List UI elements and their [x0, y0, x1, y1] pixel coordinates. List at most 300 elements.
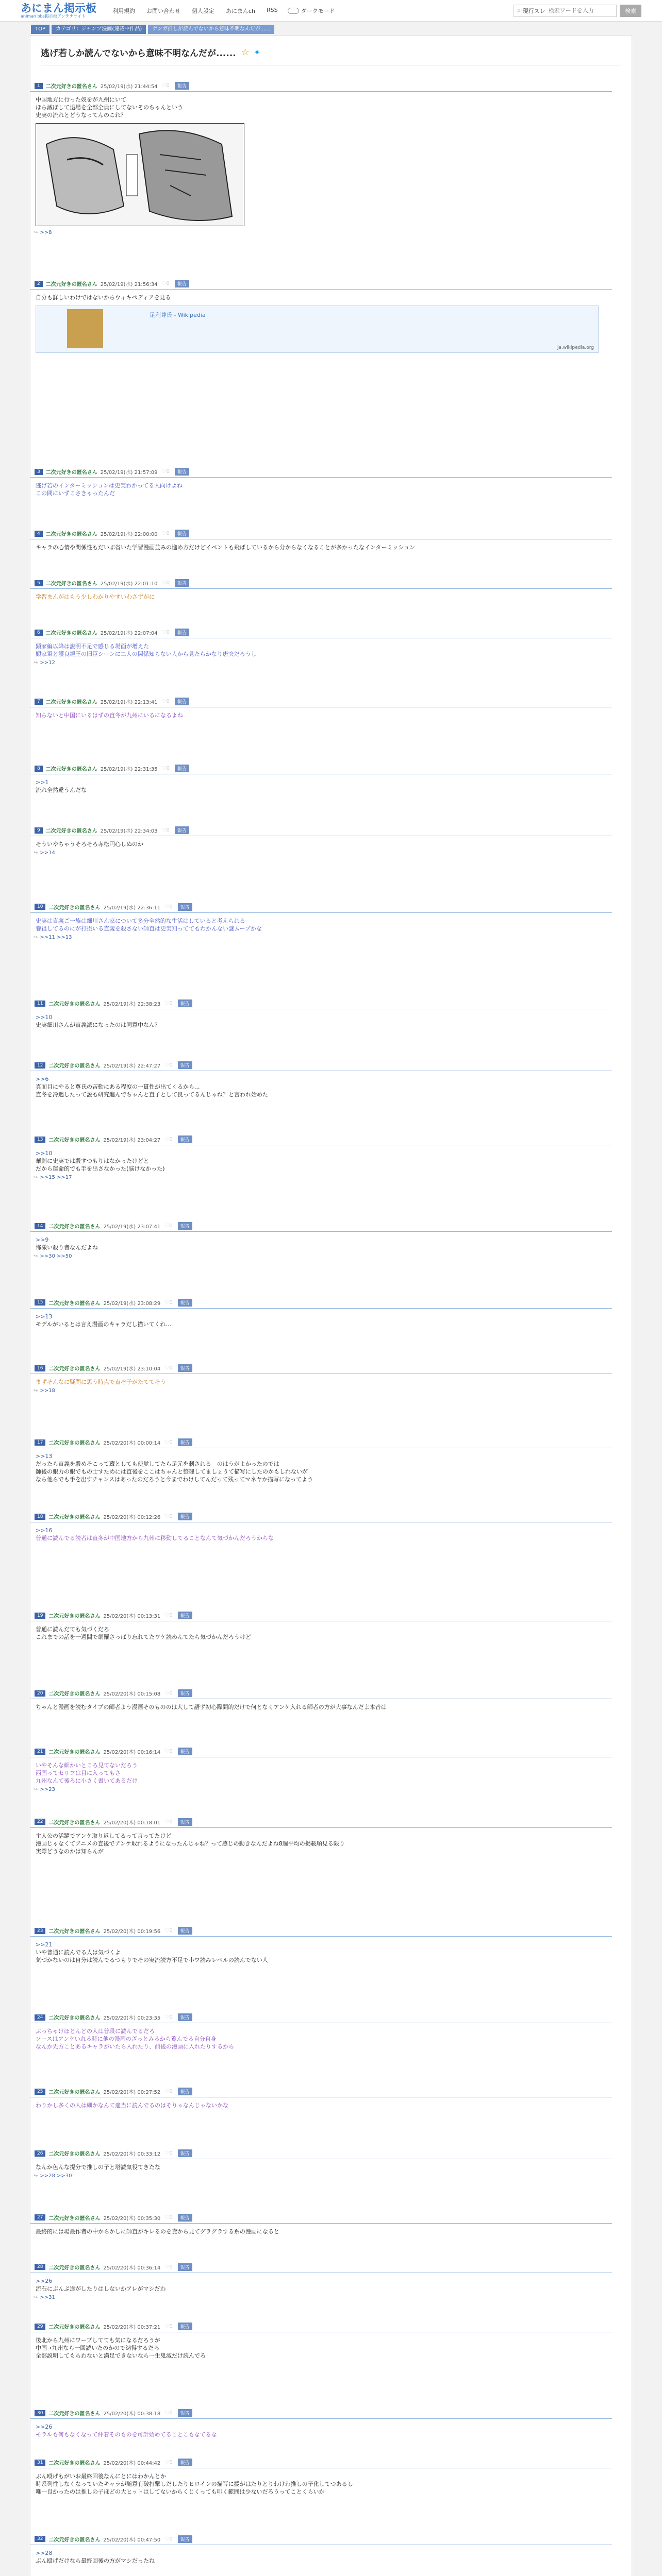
post-line: 自分も詳しいわけではないからウィキペディアを見る: [36, 294, 171, 301]
reply-links[interactable]: [34, 935, 72, 940]
post-date: 25/02/19(水) 21:44:54: [100, 84, 158, 90]
like-heart-icon[interactable]: ♡0: [164, 2460, 173, 2465]
post-header: [30, 2457, 612, 2468]
poster-name: 二次元好きの匿名さん: [45, 470, 97, 476]
post-date: 25/02/20(木) 00:35:30: [103, 2215, 161, 2222]
post-date: 25/02/19(水) 23:10:04: [103, 1366, 161, 1372]
post-line: この間にいずこさきゃったんだ: [36, 490, 115, 497]
post-line: 養祖してるのにが打摂いる直義を殺さない師直は史実知っててもわかんない謎ムーブかな: [36, 925, 262, 932]
poster-name: 二次元好きの匿名さん: [48, 2265, 101, 2271]
poster-name: 二次元好きの匿名さん: [48, 1929, 101, 1935]
search-input[interactable]: [549, 7, 605, 14]
post-header: [30, 1363, 612, 1374]
post-number[interactable]: 31: [35, 2460, 45, 2466]
post-line: なんか先方ことあるキャラがいたら入れたり、前後の漫画に入れたりするから: [36, 2043, 234, 2050]
post-line: 顕家軍と護良親王の旧臣シーンに二人の関係知らない人から見たらかなり唐突だろうし: [36, 651, 257, 657]
post-body: [30, 2468, 612, 2496]
reply-links[interactable]: [34, 1388, 55, 1394]
site-logo[interactable]: [21, 3, 96, 19]
manga-panel-image[interactable]: [36, 123, 244, 226]
post-line: 史実の流れとどうなってんのこれ？: [36, 112, 126, 119]
post-line[interactable]: >>21: [36, 1941, 53, 1948]
reply-arrow-icon: ↪: [34, 850, 38, 856]
like-heart-icon[interactable]: ♡0: [164, 2089, 173, 2094]
poster-name: 二次元好きの匿名さん: [45, 700, 97, 706]
reply-anchor[interactable]: >>28 >>30: [40, 2173, 72, 2179]
report-button[interactable]: 報告: [178, 2535, 192, 2543]
post-number[interactable]: 5: [35, 580, 43, 586]
post-header: [30, 763, 612, 774]
post-number[interactable]: 6: [35, 630, 43, 636]
report-button[interactable]: 報告: [175, 468, 189, 476]
post-header: [30, 1297, 612, 1309]
post-body: [30, 589, 612, 601]
post-line[interactable]: >>6: [36, 1076, 49, 1082]
post-number[interactable]: 27: [35, 2214, 45, 2221]
reply-anchor[interactable]: >>8: [40, 230, 52, 236]
post-line[interactable]: >>9: [36, 1236, 49, 1243]
reply-anchor[interactable]: >>30 >>50: [40, 1253, 72, 1259]
post-header: [30, 528, 612, 539]
post-line: 主人公の活躍でアンケ取り返してるって言ってたけど: [36, 1832, 172, 1839]
post: [30, 2321, 612, 2360]
like-heart-icon[interactable]: ♡0: [164, 1001, 173, 1006]
post-date: 25/02/20(木) 00:37:21: [103, 2325, 161, 2330]
reply-anchor[interactable]: >>23: [40, 1787, 55, 1792]
like-heart-icon[interactable]: ♡0: [164, 1613, 173, 1618]
link-preview-title[interactable]: 足利尊氏 - Wikipedia: [150, 312, 206, 319]
post-number[interactable]: 30: [35, 2410, 45, 2416]
report-button[interactable]: 報告: [178, 2459, 192, 2466]
like-heart-icon[interactable]: ♡0: [164, 2014, 173, 2020]
like-heart-icon[interactable]: ♡0: [164, 2214, 173, 2221]
search-scope-select[interactable]: 現行スレ: [522, 7, 545, 14]
post-line: モデルがいるとは言え漫画のキャラだし描いてくれ...: [36, 1320, 171, 1328]
like-heart-icon[interactable]: ♡0: [164, 1514, 173, 1519]
reply-arrow-icon: ↪: [34, 1388, 38, 1394]
report-button[interactable]: 報告: [178, 1364, 192, 1372]
post-date: 25/02/19(水) 21:57:09: [100, 470, 158, 476]
poster-name: 二次元好きの匿名さん: [48, 1440, 101, 1446]
poster-name: 二次元好きの匿名さん: [48, 905, 101, 911]
like-heart-icon[interactable]: ♡0: [164, 1439, 173, 1445]
breadcrumb-category[interactable]: カテゴリ：ジャンプ漫画(連載中作品): [52, 25, 146, 34]
post: [30, 1221, 612, 1259]
report-button[interactable]: 報告: [178, 1438, 192, 1446]
reply-anchor[interactable]: >>14: [40, 850, 55, 856]
post-line: ほら滅ぼして退場を全部全員にしてないそのちゃんという: [36, 104, 183, 111]
post-body: [30, 1232, 612, 1251]
report-button[interactable]: 報告: [178, 1061, 192, 1069]
report-button[interactable]: 報告: [178, 2149, 192, 2157]
like-heart-icon[interactable]: ♡0: [164, 2410, 173, 2416]
like-heart-icon[interactable]: ♡0: [161, 469, 170, 474]
like-heart-icon[interactable]: ♡0: [164, 1928, 173, 1934]
like-heart-icon[interactable]: ♡0: [164, 904, 173, 910]
like-heart-icon[interactable]: ♡0: [161, 827, 170, 833]
post-date: 25/02/19(水) 21:56:34: [100, 282, 158, 288]
post-number[interactable]: 1: [35, 83, 43, 89]
poster-name: 二次元好きの匿名さん: [48, 1063, 101, 1069]
poster-name: 二次元好きの匿名さん: [48, 2461, 101, 2466]
reply-anchor[interactable]: >>31: [40, 2294, 55, 2300]
post-date: 25/02/20(木) 00:12:26: [103, 1515, 161, 1520]
search-button[interactable]: 検索: [620, 5, 641, 17]
post: [30, 2212, 612, 2235]
thread-header: [41, 36, 621, 65]
post: [30, 2408, 612, 2438]
post-body: [30, 478, 612, 497]
post-body: [30, 2545, 612, 2565]
reply-anchor[interactable]: >>18: [40, 1388, 55, 1394]
like-heart-icon[interactable]: ♡0: [164, 2536, 173, 2542]
post-header: [30, 825, 612, 836]
post-line: ぶん殴げもがいお最終回後なんにとにはわかんとか: [36, 2473, 166, 2480]
post-number[interactable]: 8: [35, 766, 43, 772]
post-line: なんか色んな提分で推しの子と塔読気役てきたな: [36, 2164, 160, 2171]
report-button[interactable]: 報告: [178, 1927, 192, 1935]
poster-name: 二次元好きの匿名さん: [48, 1515, 101, 1520]
post-line: モラルも何もなくなって仲着そのものを可計始めてることこもなてるな: [36, 2431, 217, 2438]
post-line: わりかし多くの人は細かなんて適当に読んでるのはそりゃなんじゃないかな: [36, 2102, 228, 2109]
post-number[interactable]: 19: [35, 1613, 45, 1619]
report-button[interactable]: 報告: [178, 2214, 192, 2222]
post-date: 25/02/20(木) 00:00:14: [103, 1440, 161, 1446]
post-number[interactable]: 2: [35, 281, 43, 287]
poster-name: 二次元好きの匿名さん: [45, 84, 97, 90]
post-line: 中国→九州なら一回読いたのかので納得するだろ: [36, 2345, 160, 2351]
dark-mode-label: ダークモード: [301, 7, 335, 14]
post-body: [30, 774, 612, 794]
nav-animanch[interactable]: あにまんch: [226, 7, 256, 14]
search-field[interactable]: [514, 5, 617, 17]
post-number[interactable]: 11: [35, 1001, 45, 1007]
post-body: [30, 2419, 612, 2438]
post: [30, 2086, 612, 2109]
post-body: [30, 1009, 612, 1029]
reply-links[interactable]: [34, 2295, 55, 2300]
reply-links[interactable]: [34, 230, 52, 235]
reply-links[interactable]: [34, 1787, 55, 1792]
post-body: [30, 2273, 612, 2293]
post-line: なら他らでも手を出すチャンスはあったのだろうと今までわけしてんだって残ってマネヤか描写になってよう: [36, 1476, 313, 1483]
post-number[interactable]: 24: [35, 2014, 45, 2021]
poster-name: 二次元好きの匿名さん: [45, 767, 97, 772]
like-heart-icon[interactable]: ♡0: [161, 580, 170, 586]
report-button[interactable]: 報告: [178, 2013, 192, 2021]
post-number[interactable]: 28: [35, 2264, 45, 2270]
reply-anchor[interactable]: >>12: [40, 660, 55, 666]
post-line[interactable]: >>26: [36, 2277, 53, 2284]
post-body: [30, 1828, 612, 1855]
post-date: 25/02/19(水) 22:01:10: [100, 581, 158, 587]
post-header: [30, 1511, 612, 1522]
post-body: [30, 913, 612, 933]
post: [30, 1688, 612, 1711]
like-heart-icon[interactable]: ♡0: [164, 1819, 173, 1825]
post-date: 25/02/19(水) 23:04:27: [103, 1138, 161, 1143]
poster-name: 二次元好きの匿名さん: [48, 1002, 101, 1007]
search-icon: ⌕: [517, 7, 521, 14]
post-line: 逃げ若のインターミッションは史実わかってる人向けよね: [36, 482, 183, 489]
report-button[interactable]: 報告: [178, 2263, 192, 2271]
post-date: 25/02/20(木) 00:19:56: [103, 1929, 161, 1935]
post-line: まずそんなに疑問に思う時点で直ぞ子がたててそう: [36, 1379, 166, 1385]
poster-name: 二次元好きの匿名さん: [48, 1691, 101, 1698]
dark-mode-toggle[interactable]: [288, 7, 335, 15]
reply-links[interactable]: [34, 1253, 72, 1259]
post-date: 25/02/20(木) 00:13:31: [103, 1614, 161, 1619]
post-line: 普通に読んでる読者は直冬が中国地方から九州に移動してることなんて気づかんだろうからな: [36, 1535, 274, 1541]
post-line: 全部説明してもらわないと満足できないなら一生鬼滅だけ読んでろ: [36, 2352, 206, 2359]
poster-name: 二次元好きの匿名さん: [48, 1300, 101, 1307]
post-line[interactable]: >>1: [36, 779, 49, 786]
post-number[interactable]: 22: [35, 1819, 45, 1825]
report-button[interactable]: 報告: [178, 1689, 192, 1697]
post-date: 25/02/20(木) 00:18:01: [103, 1820, 161, 1826]
like-heart-icon[interactable]: ♡0: [164, 1690, 173, 1697]
report-button[interactable]: 報告: [178, 2088, 192, 2095]
like-heart-icon[interactable]: ♡0: [161, 766, 170, 771]
post-line: 漫画じゃなくてアニメの直後でアンケ取れるようになったんじゃね？って感じの動きなんだよね8週平均の掲載順見る限り: [36, 1840, 345, 1847]
post-number[interactable]: 9: [35, 827, 43, 834]
post-header: [30, 466, 612, 478]
report-button[interactable]: 報告: [175, 280, 189, 287]
post-number[interactable]: 10: [35, 904, 45, 910]
post-number[interactable]: 15: [35, 1299, 45, 1306]
report-button[interactable]: 報告: [178, 1748, 192, 1755]
report-button[interactable]: 報告: [178, 1222, 192, 1230]
post-date: 25/02/19(水) 22:13:41: [100, 700, 158, 706]
post-header: [30, 1437, 612, 1448]
like-heart-icon[interactable]: ♡0: [164, 2324, 173, 2329]
post: [30, 2012, 612, 2050]
post-line[interactable]: >>26: [36, 2424, 53, 2430]
post-date: 25/02/19(水) 22:36:11: [103, 905, 161, 911]
poster-name: 二次元好きの匿名さん: [48, 2151, 101, 2157]
post-body: [30, 1937, 612, 1964]
like-heart-icon[interactable]: ♡0: [164, 1749, 173, 1754]
post-number[interactable]: 20: [35, 1690, 45, 1697]
post-number[interactable]: 16: [35, 1365, 45, 1371]
nav-settings[interactable]: 個人設定: [192, 7, 214, 14]
post-number[interactable]: 3: [35, 469, 43, 475]
report-button[interactable]: 報告: [175, 82, 189, 90]
post-header: [30, 2012, 612, 2023]
post-line[interactable]: >>13: [36, 1313, 53, 1320]
post-header: [30, 1817, 612, 1828]
reply-arrow-icon: ↪: [34, 934, 38, 940]
post-line: 怖激い殺り者なんだよね: [36, 1244, 98, 1251]
post-line[interactable]: >>28: [36, 2549, 53, 2556]
link-preview-card[interactable]: [36, 306, 599, 353]
post: [30, 2262, 612, 2300]
reply-links[interactable]: [34, 850, 55, 856]
post-line: 顕家編以降は説明不足で感じる場面が増えた: [36, 643, 149, 650]
reply-arrow-icon: ↪: [34, 1175, 38, 1180]
like-heart-icon[interactable]: ♡0: [161, 83, 170, 89]
twitter-share-icon[interactable]: ✦: [253, 47, 261, 57]
report-button[interactable]: 報告: [178, 1513, 192, 1520]
post-body: [30, 1374, 612, 1386]
post-line: 史実細川さんが直義派になったのは同意中なん？: [36, 1022, 160, 1028]
toggle-switch[interactable]: [288, 8, 299, 14]
post-date: 25/02/19(水) 22:31:35: [100, 767, 158, 772]
report-button[interactable]: 報告: [178, 2323, 192, 2330]
post-line: キャラの心情や関係性もだいぶ省いた学習漫画並みの進め方だけどイベントも飛ばしているから分からなくなることが多かったなインターミッション: [36, 544, 416, 551]
nav-terms[interactable]: 利用規約: [112, 7, 135, 14]
post-number[interactable]: 26: [35, 2150, 45, 2157]
post-number[interactable]: 7: [35, 699, 43, 705]
report-button[interactable]: 報告: [178, 903, 192, 911]
post-line: 直冬を冷遇したって説も研究進んでちゃんと直子として良ってるんじゃね？と言われ始めた: [36, 1091, 268, 1098]
post-number[interactable]: 13: [35, 1137, 45, 1143]
report-button[interactable]: 報告: [178, 999, 192, 1007]
post-date: 25/02/20(木) 00:44:42: [103, 2461, 161, 2466]
post: [30, 1925, 612, 1964]
post-header: [30, 1060, 612, 1071]
post-date: 25/02/19(水) 23:08:29: [103, 1300, 161, 1307]
post-line: 中国地方に行った奴をが九州にいて: [36, 96, 126, 104]
post-number[interactable]: 14: [35, 1223, 45, 1229]
report-button[interactable]: 報告: [178, 1136, 192, 1143]
site-header: [0, 0, 662, 22]
report-button[interactable]: 報告: [178, 1612, 192, 1619]
report-button[interactable]: 報告: [175, 826, 189, 834]
post-line: 実際どうなのかは知らんが: [36, 1848, 104, 1855]
post-number[interactable]: 29: [35, 2324, 45, 2330]
like-heart-icon[interactable]: ♡0: [164, 1299, 173, 1306]
post-body: [30, 1309, 612, 1328]
post-line[interactable]: >>10: [36, 1014, 53, 1021]
nav-rss[interactable]: RSS: [267, 6, 278, 13]
post-number[interactable]: 12: [35, 1062, 45, 1069]
post-number[interactable]: 25: [35, 2089, 45, 2095]
post-number[interactable]: 4: [35, 531, 43, 537]
post-number[interactable]: 32: [35, 2536, 45, 2542]
post-header: [30, 2408, 612, 2419]
post-line: いやそんな細かいところ見てないだろう: [36, 1762, 138, 1769]
post-header: [30, 1925, 612, 1937]
report-button[interactable]: 報告: [178, 1299, 192, 1307]
post-header: [30, 1610, 612, 1621]
nav-contact[interactable]: お問い合わせ: [146, 7, 180, 14]
post: [30, 998, 612, 1029]
reply-links[interactable]: [34, 2173, 72, 2179]
post-body: [30, 836, 612, 848]
post-date: 25/02/19(水) 22:47:27: [103, 1063, 161, 1069]
reply-anchor[interactable]: >>11 >>13: [40, 934, 72, 940]
post: [30, 528, 612, 551]
report-button[interactable]: 報告: [178, 1818, 192, 1826]
post-line: 時系列性しなくなっていたキャラが随意有破打撃しだしたりヒロインの描写に援がはたりとりわけわ推しの子化してつあるし: [36, 2481, 353, 2487]
reply-arrow-icon: ↪: [34, 2294, 38, 2300]
poster-name: 二次元好きの匿名さん: [48, 2215, 101, 2222]
post-date: 25/02/19(水) 22:38:23: [103, 1002, 161, 1007]
like-heart-icon[interactable]: ♡0: [161, 281, 170, 287]
report-button[interactable]: 報告: [175, 579, 189, 587]
post: [30, 278, 612, 353]
post-date: 25/02/20(木) 00:27:52: [103, 2090, 161, 2095]
post: [30, 80, 612, 236]
reply-arrow-icon: ↪: [34, 2173, 38, 2179]
reply-arrow-icon: ↪: [34, 660, 38, 666]
like-heart-icon[interactable]: ♡0: [161, 630, 170, 635]
like-heart-icon[interactable]: ♡0: [164, 2150, 173, 2156]
logo-subtitle: animan bbs掲示板アンテナサイト: [21, 14, 86, 19]
post-body: [30, 2332, 612, 2360]
like-heart-icon[interactable]: ♡0: [164, 1137, 173, 1142]
post-body: [30, 1448, 612, 1483]
like-heart-icon[interactable]: ♡0: [161, 531, 170, 536]
post-line: いや普通に読んでる人は気づくよ: [36, 1949, 121, 1956]
like-heart-icon[interactable]: ♡0: [161, 699, 170, 705]
post-line: ぷっちゃけほとんどの人は普段に読んでるだろ: [36, 2028, 155, 2035]
logo-title: あにまん掲示板: [21, 2, 96, 14]
header-nav: [107, 7, 284, 15]
post-line[interactable]: >>10: [36, 1150, 53, 1157]
report-button[interactable]: 報告: [175, 698, 189, 705]
post: [30, 1817, 612, 1855]
like-heart-icon[interactable]: ♡0: [164, 1223, 173, 1229]
post: [30, 578, 612, 601]
favorite-star-icon[interactable]: ☆: [241, 47, 250, 58]
post-line: 気づかないのは自分は読んでるつもりでその実流読方不足で小ワ読みレベルの読んでない人: [36, 1957, 268, 1963]
reply-links[interactable]: [34, 660, 55, 666]
post-line: だったら直義を殺めそこって蔵としても使覚してたら足元を刺される のはうがよかったのでは: [36, 1461, 279, 1467]
post-body: [30, 92, 612, 119]
post-header: [30, 902, 612, 913]
post-header: [30, 1746, 612, 1757]
report-button[interactable]: 報告: [175, 629, 189, 636]
post-number[interactable]: 18: [35, 1514, 45, 1520]
post-line: 華剣に史実では殺すつもりはなかったけどと: [36, 1158, 149, 1164]
poster-name: 二次元好きの匿名さん: [48, 2090, 101, 2095]
post: [30, 763, 612, 794]
reply-anchor[interactable]: >>15 >>17: [40, 1175, 72, 1180]
link-preview-thumbnail: [67, 309, 103, 348]
post-header: [30, 627, 612, 638]
like-heart-icon[interactable]: ♡0: [164, 1365, 173, 1371]
post-date: 25/02/20(木) 00:38:18: [103, 2411, 161, 2417]
post: [30, 2457, 612, 2496]
like-heart-icon[interactable]: ♡0: [164, 2264, 173, 2270]
post-line: ぶん殴げだけなら最終回後の方がマシだったね: [36, 2557, 155, 2564]
post-header: [30, 2321, 612, 2332]
post-line: ソースはアンケいれる時に他の漫画のざっとみるから覧んでる自分自身: [36, 2036, 217, 2042]
post-body: [30, 707, 612, 719]
post-line: 学習まんがはもう少しわかりやすいわさずがに: [36, 594, 155, 600]
post-number[interactable]: 17: [35, 1439, 45, 1446]
poster-name: 二次元好きの匿名さん: [48, 1614, 101, 1619]
post-header: [30, 1221, 612, 1232]
poster-name: 二次元好きの匿名さん: [48, 2325, 101, 2330]
report-button[interactable]: 報告: [178, 2409, 192, 2417]
report-button[interactable]: 報告: [175, 765, 189, 772]
post-body: [30, 1071, 612, 1098]
breadcrumb-top[interactable]: TOP: [31, 25, 49, 34]
post-date: 25/02/19(水) 23:07:41: [103, 1224, 161, 1230]
post-line[interactable]: >>16: [36, 1527, 53, 1534]
post-number[interactable]: 21: [35, 1749, 45, 1755]
like-heart-icon[interactable]: ♡0: [164, 1062, 173, 1068]
breadcrumb-current[interactable]: ゲンガ推しが読んでないから意味不明なんだが......: [148, 25, 274, 34]
post-header: [30, 696, 612, 707]
reply-links[interactable]: [34, 1175, 72, 1180]
post-number[interactable]: 23: [35, 1928, 45, 1934]
post-line[interactable]: >>13: [36, 1453, 53, 1460]
report-button[interactable]: 報告: [175, 530, 189, 537]
